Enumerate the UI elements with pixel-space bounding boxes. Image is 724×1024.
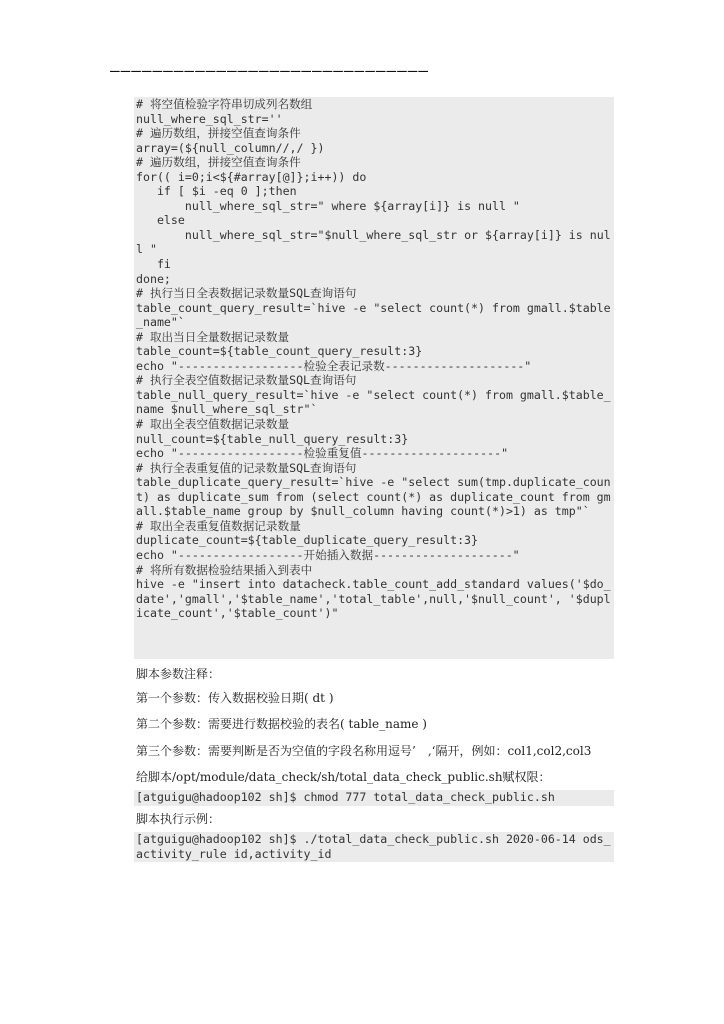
code-line: [atguigu@hadoop102 sh]$ chmod 777 total_data_check_public.sh xyxy=(136,790,555,804)
code-line: null_where_sql_str='' xyxy=(136,111,283,126)
code-line: duplicate_count=${table_duplicate_query_result:3} xyxy=(136,533,479,548)
run-example-code-block xyxy=(134,832,614,862)
code-line: # 取出全表空值数据记录数量 xyxy=(136,417,290,432)
code-line: done; xyxy=(136,271,171,286)
params-notes-heading: 脚本参数注释： xyxy=(136,667,221,681)
param-1-description: 第一个参数：传入数据校验日期( dt ) xyxy=(136,691,334,705)
code-line: else xyxy=(136,213,185,228)
code-line: # 执行当日全表数据记录数量SQL查询语句 xyxy=(136,286,357,301)
code-line: table_count_query_result=`hive -e "select count(*) from gmall.$table_name"` xyxy=(136,300,611,330)
code-line: for(( i=0;i<${#array[@]};i++)) do xyxy=(136,169,367,184)
code-line: echo "------------------检验重复值--------------------" xyxy=(136,446,509,461)
code-line: table_count=${table_count_query_result:3} xyxy=(136,344,423,359)
code-line: echo "------------------开始插入数据--------------------" xyxy=(136,547,520,562)
param-2-description: 第二个参数：需要进行数据校验的表名( table_name ) xyxy=(136,717,427,731)
grant-permission-text: 给脚本/opt/module/data_check/sh/total_data_check_public.sh赋权限： xyxy=(136,770,551,784)
header-rule: —————————————————————————————— xyxy=(110,62,429,80)
chmod-code-block xyxy=(134,790,614,806)
code-line: hive -e "insert into datacheck.table_count_add_standard values('$do_date','gmall','$table_name','total_table',null,'$null_count', '$duplicate_count','$table_count')" xyxy=(136,577,611,621)
code-line: array=(${null_column//,/ }) xyxy=(136,140,325,155)
code-line: table_null_query_result=`hive -e "select count(*) from gmall.$table_name $null_where_sql_str"` xyxy=(136,387,611,417)
code-line: null_count=${table_null_query_result:3} xyxy=(136,431,409,446)
code-line: null_where_sql_str="$null_where_sql_str or ${array[i]} is null " xyxy=(136,227,611,257)
shell-script-code-block xyxy=(134,97,614,659)
code-line: # 执行全表重复值的记录数量SQL查询语句 xyxy=(136,460,357,475)
code-line: null_where_sql_str=" where ${array[i]} is null " xyxy=(136,198,520,213)
code-line: [atguigu@hadoop102 sh]$ ./total_data_check_public.sh 2020-06-14 ods_activity_rule id,activity_id xyxy=(136,832,611,861)
code-line: echo "------------------检验全表记录数--------------------" xyxy=(136,358,532,373)
code-line: fi xyxy=(136,257,171,272)
code-line: table_duplicate_query_result=`hive -e "select sum(tmp.duplicate_count) as duplicate_sum from (select count(*) as duplicate_count from gmall.$table_name group by $null_column having count(*)>1) as tmp"` xyxy=(136,475,611,519)
code-line: # 将所有数据检验结果插入到表中 xyxy=(136,562,313,577)
code-line: # 执行全表空值数据记录数量SQL查询语句 xyxy=(136,373,357,388)
code-line: # 遍历数组，拼接空值查询条件 xyxy=(136,155,301,170)
param-3-description: 第三个参数：需要判断是否为空值的字段名称用逗号’ ,‘隔开，例如：col1,col2,col3 xyxy=(136,744,592,758)
code-line: # 取出全表重复值数据记录数量 xyxy=(136,518,301,533)
run-example-heading: 脚本执行示例： xyxy=(136,812,221,826)
code-line: if [ $i -eq 0 ];then xyxy=(136,184,297,199)
code-line: # 遍历数组，拼接空值查询条件 xyxy=(136,126,301,141)
code-line: # 将空值检验字符串切成列名数组 xyxy=(136,97,313,111)
code-line: # 取出当日全量数据记录数量 xyxy=(136,329,290,344)
